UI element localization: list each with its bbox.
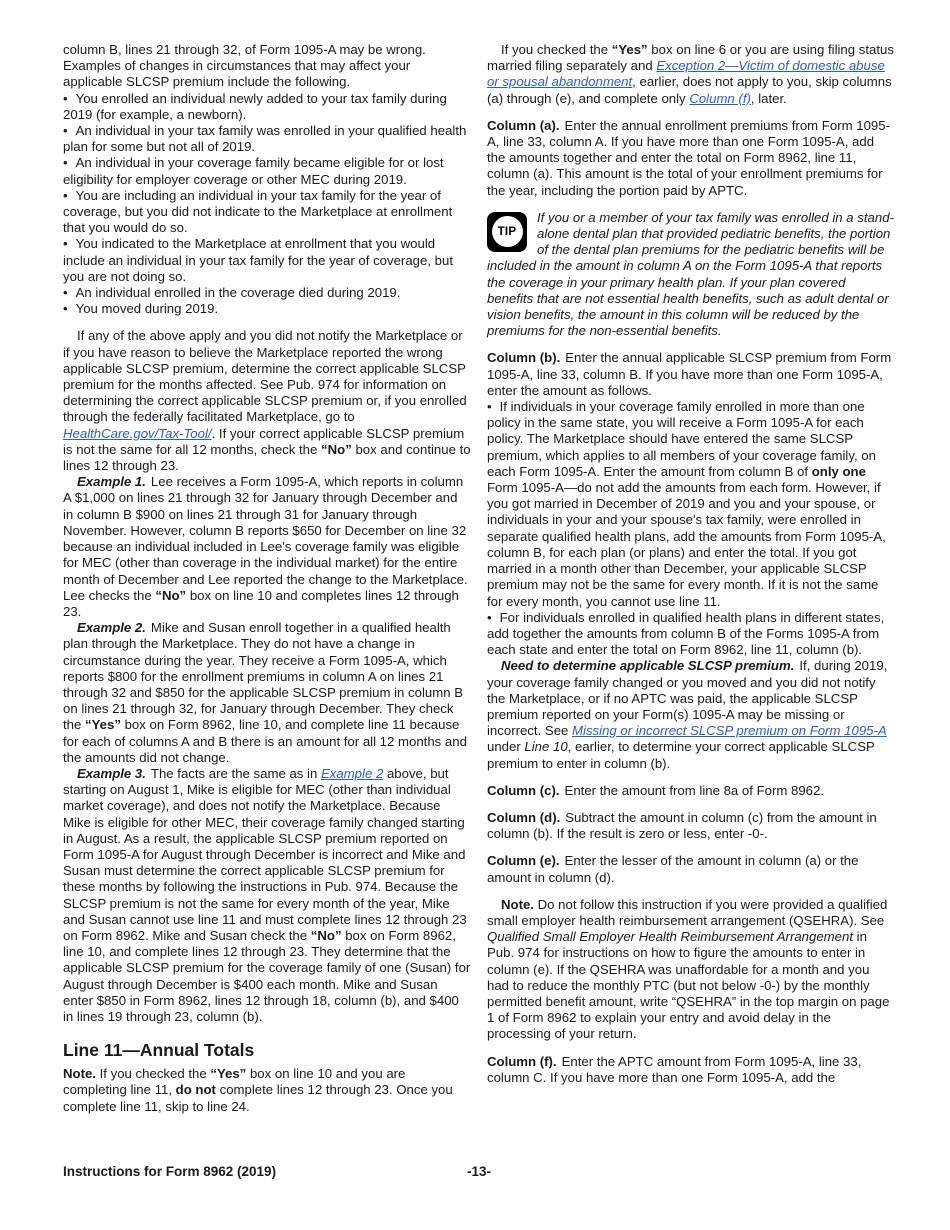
text-run: An individual in your coverage family became eligible for or lost eligibility for employer coverage or other MEC during 2019. xyxy=(63,155,444,187)
text-run: box on line 6 or you are using filing status married filing separately and xyxy=(487,42,894,74)
text-run: Column (c). xyxy=(487,782,560,798)
column-d xyxy=(487,810,895,842)
text-run: , later. xyxy=(750,90,787,106)
text-run: only one xyxy=(811,463,866,479)
link-exception-2[interactable]: Exception 2—Victim of domestic abuse or spousal abandonment xyxy=(487,58,885,90)
bullet-icon: • xyxy=(63,187,68,203)
text-run: Enter the annual enrollment premiums from Form 1095-A, line 33, column A. If you have more than one Form 1095-A, add the amounts together and enter the total on Form 8962, line 11, column (a). This amount is the total of your enrollment premiums for the year, including the portion paid by APTC. xyxy=(487,117,890,198)
bullet-icon: • xyxy=(63,285,68,301)
text-run: Column (d). xyxy=(487,809,561,825)
bullet-eligibility-change xyxy=(63,155,471,187)
bullet-different-states xyxy=(487,610,895,659)
bullet-icon: • xyxy=(487,399,492,415)
text-run: Enter the lesser of the amount in column (a) or the amount in column (d). xyxy=(487,853,859,885)
column-e xyxy=(487,853,895,885)
bullet-icon: • xyxy=(63,123,68,139)
text-run: You indicated to the Marketplace at enrollment that you would include an individual in your tax family for the year of coverage, but you are not doing so. xyxy=(63,236,453,284)
text-run: Enter the amount from line 8a of Form 8962. xyxy=(564,782,825,798)
bullet-some-not-all xyxy=(63,123,471,155)
text-run: “No” xyxy=(321,441,352,457)
text-run: complete lines 12 through 23. Once you complete line 11, skip to line 24. xyxy=(63,1082,453,1114)
text-run: Qualified Small Employer Health Reimbursement Arrangement xyxy=(487,929,853,945)
text-run: For individuals enrolled in qualified health plans in different states, add together the amounts from column B of the Forms 1095-A from each state and enter the total on Form 8962, line 11, column (b). xyxy=(487,609,885,658)
bullet-indicated-not-doing xyxy=(63,236,471,285)
text-run: in Pub. 974 for instructions on how to figure the amounts to enter in column (e). If the QSEHRA was unaffordable for a month and you had to reduce the monthly PTC (but not below -0-) by the monthly permitted benefit amount, write “QSEHRA” in the top margin on page 1 of Form 8962 to explain your entry and avoid delay in the processing of your return. xyxy=(487,929,890,1042)
bullet-newly-added xyxy=(63,91,471,123)
bullet-icon: • xyxy=(63,301,68,317)
link-example-2[interactable]: Example 2 xyxy=(320,765,384,781)
text-run: Example 3. xyxy=(77,765,146,781)
text-run: “Yes” xyxy=(85,717,121,733)
text-run: Example 1. xyxy=(77,474,146,490)
text-run: “Yes” xyxy=(611,42,648,57)
text-run: If you checked the xyxy=(501,42,612,57)
text-run: Need to determine applicable SLCSP premium. xyxy=(501,658,795,674)
text-run: Note. xyxy=(501,896,534,912)
text-run: box on line 10 and completes lines 12 through 23. xyxy=(63,587,459,619)
tip-icon xyxy=(487,212,527,252)
note-qsehra xyxy=(487,897,895,1043)
text-run: Form 1095-A—do not add the amounts from each form. However, if you got married in December of 2019 and you and your spouse, or individuals in your and your spouse's tax family, were enrolled in separate qualified health plans, add the amounts from Form 1095-A, column B, for each plan (or plans) and enter the total. If you got married in a month other than December, your applicable SLCSP premium may not be the same for every month. If it is not the same for every month, you cannot use line 11. xyxy=(487,480,886,609)
text-run: column B, lines 21 through 32, of Form 1095-A may be wrong. Examples of changes in circumstances that may affect your applicable SLCSP premium include the following. xyxy=(63,42,426,90)
text-run: . If your correct applicable SLCSP premium is not the same for all 12 months, check the xyxy=(63,425,465,457)
column-f xyxy=(487,1054,895,1086)
footer-title: Instructions for Form 8962 (2019) xyxy=(63,1164,277,1179)
link-missing-incorrect-slcsp[interactable]: Missing or incorrect SLCSP premium on Form 1095-A xyxy=(572,723,887,739)
text-run: Column (f). xyxy=(487,1053,557,1069)
text-run: Enter the APTC amount from Form 1095-A, line 33, column C. If you have more than one Form 1095-A, add the xyxy=(487,1053,862,1085)
text-run: Column (b). xyxy=(487,350,561,366)
text-run: , earlier, to determine your correct applicable SLCSP premium to enter in column (b). xyxy=(487,739,875,771)
example-3 xyxy=(63,766,471,1025)
column-c xyxy=(487,783,895,799)
right-column xyxy=(487,42,895,1115)
bullet-same-state xyxy=(487,399,895,610)
bullet-icon: • xyxy=(63,236,68,252)
bullet-icon: • xyxy=(487,609,492,625)
text-run: Column (a). xyxy=(487,117,560,133)
column-b xyxy=(487,350,895,399)
text-run: box on Form 8962, line 10, and complete line 11 because for each of columns A and B there is an amount for all 12 months and the amounts did not change. xyxy=(63,717,467,765)
left-column xyxy=(63,42,471,1115)
text-run: If individuals in your coverage family enrolled in more than one policy in the same state, you will receive a Form 1095-A for each policy. The Marketplace should have entered the same SLCSP premium, which applies to all members of your coverage family, on each Form 1095-A. Enter the amount from column B of xyxy=(487,399,876,479)
text-run: You moved during 2019. xyxy=(75,301,219,317)
text-run: If you checked the xyxy=(95,1066,211,1082)
tip-callout xyxy=(487,210,895,340)
column-a xyxy=(487,118,895,199)
text-run: An individual in your tax family was enrolled in your qualified health plan for some but not all of 2019. xyxy=(63,123,467,155)
text-run: “Yes” xyxy=(210,1066,247,1082)
text-run: above, but starting on August 1, Mike is eligible for MEC (other than individual market coverage), and does not notify the Marketplace. Because Mike is eligible for other MEC, their coverage family changed starting in August. As a result, the applicable SLCSP premium reported on Form 1095-A for August through December is incorrect and Mike and Susan must determine the correct applicable SLCSP premium for these months by following the instructions in Pub. 974. Because the SLCSP premium is not the same for every month of the year, Mike and Susan cannot use line 11 and must complete lines 12 through 23 on Form 8962. Mike and Susan check the xyxy=(63,765,467,943)
paragraph-slcsp-wrong xyxy=(63,42,471,91)
text-run: Example 2. xyxy=(77,620,146,636)
two-column-layout xyxy=(63,42,895,1115)
text-run: do not xyxy=(175,1082,216,1098)
text-run: Mike and Susan enroll together in a qualified health plan through the Marketplace. They do not have a change in circumstance during the year. They receive a Form 1095-A, which reports $800 for the enrollment premiums in column A on lines 21 through 32 and $850 for the applicable SLCSP premium in column B on lines 21 through 32, for January through December. They check the xyxy=(63,620,464,733)
text-run: The facts are the same as in xyxy=(150,765,321,781)
link-healthcare-gov-tax-tool[interactable]: HealthCare.gov/Tax-Tool/ xyxy=(63,425,212,441)
tip-icon-label: TIP xyxy=(492,216,523,247)
text-run: , earlier, does not apply to you, skip columns (a) through (e), and complete only xyxy=(487,74,892,106)
text-run: Line 10 xyxy=(524,739,568,755)
text-run: Lee receives a Form 1095-A, which reports in column A $1,000 on lines 21 through 32 for January through December and in column B $900 on lines 21 through 31 for January through November. However, column B reports $650 for December on line 32 because an individual included in Lee's coverage family was eligible for MEC (other than coverage in the individual market) for the entire month of December and Lee reported the change to the Marketplace. Lee checks the xyxy=(63,474,468,603)
paragraph-need-to-determine xyxy=(487,658,895,771)
text-run: You enrolled an individual newly added to your tax family during 2019 (for example, a newborn). xyxy=(63,90,447,122)
text-run: under xyxy=(487,739,525,755)
bullet-moved xyxy=(63,301,471,317)
text-run: Column (e). xyxy=(487,853,560,869)
text-run: If any of the above apply and you did not notify the Marketplace or if you have reason to believe the Marketplace reported the wrong applicable SLCSP premium, determine the correct applicable SLCSP premium for the months affected. See Pub. 974 for information on determining the correct applicable SLCSP premium or, if you enrolled through the federally facilitated Marketplace, go to xyxy=(63,328,467,425)
text-run: Enter the annual applicable SLCSP premium from Form 1095-A, line 33, column B. If you have more than one Form 1095-A, enter the amount as follows. xyxy=(487,350,892,398)
example-2 xyxy=(63,620,471,766)
section-heading-line-11: Line 11—Annual Totals xyxy=(63,1040,255,1061)
text-run: box on line 10 and you are completing line 11, xyxy=(63,1066,406,1098)
text-run: “No” xyxy=(310,927,342,943)
text-run: You are including an individual in your tax family for the year of coverage, but you did not indicate to the Marketplace at enrollment that you would do so. xyxy=(63,187,453,236)
text-run: If you or a member of your tax family was enrolled in a stand-alone dental plan that provided pediatric benefits, the portion of the dental plan premiums for the pediatric benefits will be included in the amount in column A on the Form 1095-A that reports the coverage in your primary health plan. If your plan covered benefits that are not essential health benefits, such as adult dental or vision benefits, the amount in this column will be reduced by the premiums for the non-essential benefits. xyxy=(487,209,894,339)
text-run: Subtract the amount in column (c) from the amount in column (b). If the result is zero or less, enter -0-. xyxy=(487,809,877,842)
bullet-including-individual xyxy=(63,188,471,237)
link-column-f[interactable]: Column (f) xyxy=(689,90,751,106)
text-run: box and continue to lines 12 through 23. xyxy=(63,441,471,474)
bullet-icon: • xyxy=(63,90,68,106)
example-1 xyxy=(63,474,471,620)
text-run: box on Form 8962, line 10, and complete lines 12 through 23. They determine that the applicable SLCSP premium for the coverage family of one (Susan) for August through December is $400 each month. Mike and Susan enter $850 in Form 8962, lines 12 through 18, column (b), and $400 in lines 19 through 23, column (b). xyxy=(63,927,471,1024)
bullet-died xyxy=(63,285,471,301)
page-footer xyxy=(63,1164,895,1180)
footer-page-number: -13- xyxy=(466,1164,491,1179)
paragraph-if-any-apply xyxy=(63,328,471,474)
text-run: Do not follow this instruction if you were provided a qualified small employer health reimbursement arrangement (QSEHRA). See xyxy=(487,896,888,928)
paragraph-checked-yes-line-6 xyxy=(487,42,895,107)
note-line-11 xyxy=(63,1066,471,1115)
text-run: Note. xyxy=(63,1066,96,1082)
text-run: An individual enrolled in the coverage died during 2019. xyxy=(75,285,401,301)
text-run: If, during 2019, your coverage family changed or you moved and you did not notify the Marketplace, or if no APTC was paid, the applicable SLCSP premium reported on your Form(s) 1095-A may be missing or incorrect. See xyxy=(487,658,888,739)
text-run: “No” xyxy=(155,587,187,603)
bullet-icon: • xyxy=(63,155,68,171)
